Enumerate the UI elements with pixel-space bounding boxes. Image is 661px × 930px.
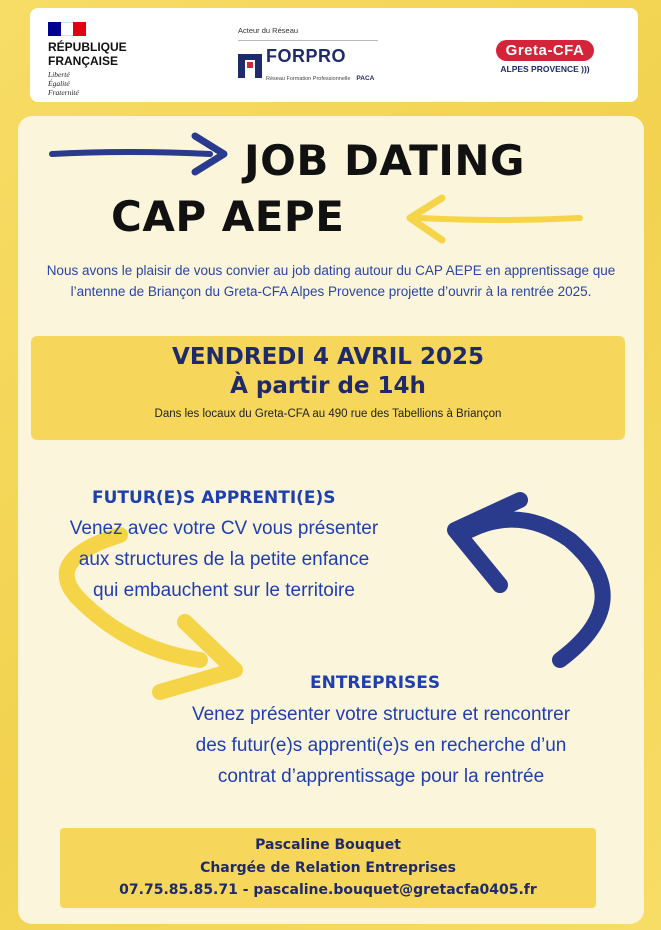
apprentices-text	[24, 513, 424, 606]
companies-line: des futur(e)s apprenti(e)s en recherche d’un	[195, 735, 567, 756]
apprentices-line: aux structures de la petite enfance	[78, 549, 370, 570]
companies-heading: ENTREPRISES	[310, 673, 441, 693]
republique-motto-line: Fraternité	[48, 88, 79, 97]
event-time: À partir de 14h	[230, 373, 426, 399]
republique-title-line: RÉPUBLIQUE	[48, 40, 127, 54]
companies-line: contrat d’apprentissage pour la rentrée	[217, 766, 545, 787]
greta-region: ALPES PROVENCE )))	[500, 64, 590, 74]
forpro-region: PACA	[356, 75, 375, 82]
apprentices-line: qui embauchent sur le territoire	[93, 580, 355, 601]
date-box	[31, 336, 625, 440]
navy-curved-arrow-icon	[455, 500, 603, 660]
forpro-subtitle: Réseau Formation Professionnelle	[266, 76, 351, 82]
republique-title-line: FRANÇAISE	[48, 54, 119, 68]
event-location: Dans les locaux du Greta-CFA au 490 rue des Tabellions à Briançon	[154, 408, 502, 420]
apprentices-heading: FUTUR(E)S APPRENTI(E)S	[92, 488, 336, 508]
contact-box	[60, 828, 596, 908]
companies-text	[130, 699, 632, 792]
greta-name: Greta-CFA	[496, 40, 595, 61]
republique-motto-line: Égalité	[48, 79, 70, 88]
forpro-name: FORPRO	[266, 46, 347, 66]
title-line-2: CAP AEPE	[111, 192, 345, 241]
forpro-tagline: Acteur du Réseau	[238, 26, 299, 35]
intro-text: Nous avons le plaisir de vous convier au job dating autour du CAP AEPE en apprentissage que l’antenne de Briançon du Greta-CFA Alpes Provence projette d’ouvrir à la rentrée 2025.	[46, 263, 616, 299]
navy-arrow-right-icon	[52, 136, 224, 172]
contact-role: Chargée de Relation Entreprises	[200, 859, 456, 876]
event-date: VENDREDI 4 AVRIL 2025	[172, 344, 484, 370]
republique-motto-line: Liberté	[48, 70, 70, 79]
companies-line: Venez présenter votre structure et rencontrer	[191, 704, 571, 725]
contact-details: 07.75.85.85.71 - pascaline.bouquet@gretacfa0405.fr	[119, 882, 537, 898]
apprentices-line: Venez avec votre CV vous présenter	[69, 518, 379, 539]
yellow-arrow-left-icon	[410, 198, 580, 240]
contact-name: Pascaline Bouquet	[255, 837, 401, 853]
